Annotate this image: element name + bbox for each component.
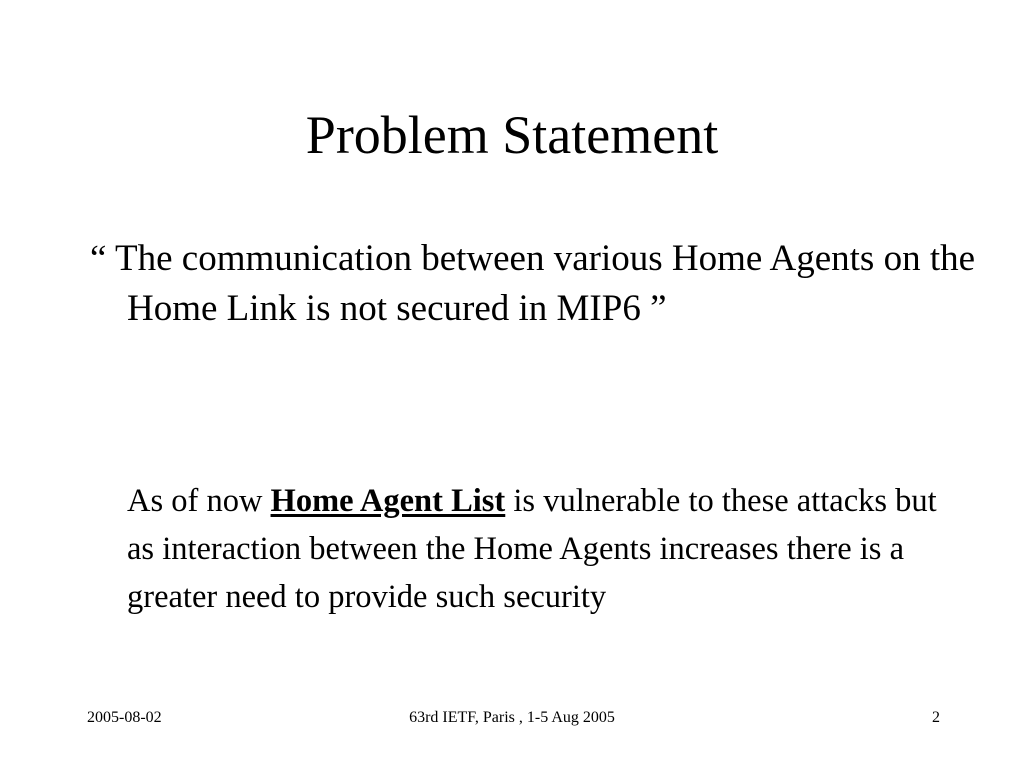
footer-event: 63rd IETF, Paris , 1-5 Aug 2005	[409, 709, 615, 726]
paragraph-lead: As of now	[127, 483, 271, 519]
paragraph-rest: is vulnerable to these attacks but as interaction between the Home Agents increases there is a greater need to provide such security	[127, 483, 937, 615]
slide-title: Problem Statement	[305, 105, 719, 165]
footer-page-number: 2	[932, 709, 940, 726]
footer-date: 2005-08-02	[87, 709, 162, 726]
body-paragraph	[127, 477, 957, 621]
quote-text: “ The communication between various Home Agents on the Home Link is not secured in MIP6 ”	[90, 238, 976, 329]
paragraph-emphasis: Home Agent List	[270, 483, 506, 519]
